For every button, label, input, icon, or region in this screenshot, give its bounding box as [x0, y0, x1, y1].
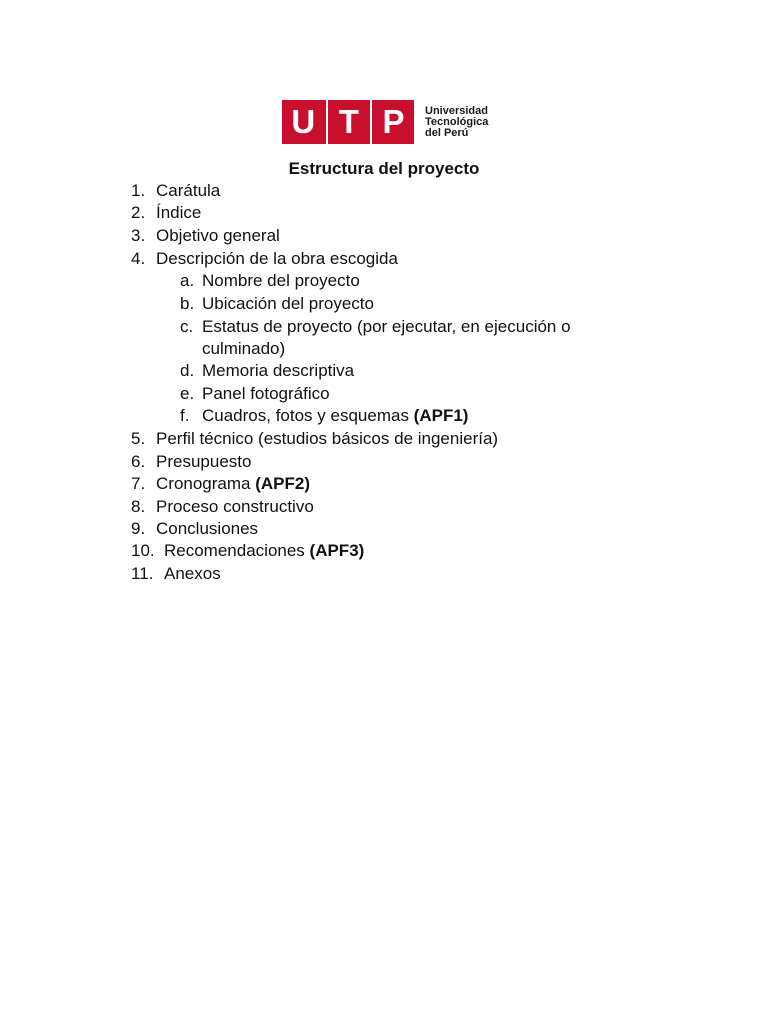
logo-letter-t: T — [338, 103, 359, 140]
logo-name-line: Tecnológica — [425, 115, 489, 128]
sub-list-item-letter: c. — [180, 317, 194, 336]
list-item-number: 1. — [131, 181, 146, 200]
list-item-text — [164, 541, 364, 560]
list-item-number: 6. — [131, 452, 146, 471]
sub-list-item-text: Estatus de proyecto (por ejecutar, en ejecución o — [202, 317, 571, 336]
list-item-text: Anexos — [164, 564, 221, 583]
list-item — [131, 451, 251, 473]
logo-letter-u: U — [291, 103, 316, 140]
list-item — [131, 518, 258, 540]
logo-divider — [370, 100, 372, 144]
logo-letter-p: P — [382, 103, 405, 140]
sub-list-item-letter: a. — [180, 271, 195, 290]
logo-divider — [326, 100, 328, 144]
list-item — [131, 540, 364, 562]
list-item — [131, 563, 221, 585]
sub-list-item-letter: e. — [180, 384, 195, 403]
logo-university-name — [425, 106, 488, 139]
apf-tag: (APF2) — [255, 474, 310, 493]
list-item-label: Cronograma — [156, 474, 256, 493]
sub-list-item-text: Panel fotográfico — [202, 384, 330, 403]
utp-logo — [282, 100, 488, 144]
list-item — [131, 473, 310, 495]
list-item-number: 3. — [131, 226, 146, 245]
list-item-text: Índice — [156, 203, 202, 222]
apf-tag: (APF3) — [309, 541, 365, 560]
sub-list-item-text: culminado) — [202, 339, 286, 358]
list-item-number: 9. — [131, 519, 146, 538]
sub-list-item — [180, 270, 360, 292]
sub-list-item-text: Ubicación del proyecto — [202, 294, 374, 313]
utp-logo-mark — [282, 100, 414, 144]
logo-name-line: del Perú — [425, 126, 469, 139]
sub-list-item-text: Memoria descriptiva — [202, 361, 355, 380]
apf-tag: (APF1) — [413, 406, 469, 425]
sub-list-item-letter: f. — [180, 406, 190, 425]
sub-list-item-label: Cuadros, fotos y esquemas — [202, 406, 414, 425]
sub-list-item-continuation — [202, 338, 285, 360]
sub-list-item-text: Nombre del proyecto — [202, 271, 360, 290]
sub-list-item-letter: b. — [180, 294, 195, 313]
list-item-text: Presupuesto — [156, 452, 252, 471]
sub-list-item — [180, 383, 330, 405]
list-item-number: 4. — [131, 249, 146, 268]
list-item — [131, 202, 201, 224]
list-item-number: 7. — [131, 474, 146, 493]
document-title: Estructura del proyecto — [288, 159, 480, 178]
list-item-label: Recomendaciones — [164, 541, 310, 560]
sub-list-item — [180, 293, 374, 315]
list-item-text: Objetivo general — [156, 226, 280, 245]
sub-list-item — [180, 405, 468, 427]
list-item — [131, 225, 280, 247]
list-item-number: 8. — [131, 497, 146, 516]
list-item-text: Proceso constructivo — [156, 497, 314, 516]
logo-name-line: Universidad — [425, 104, 488, 117]
sub-list-item — [180, 316, 571, 338]
list-item-number: 5. — [131, 429, 146, 448]
list-item — [131, 428, 498, 450]
list-item-number: 11. — [131, 564, 154, 583]
list-item-text: Carátula — [156, 181, 221, 200]
list-item-number: 10. — [131, 541, 155, 560]
list-item-text: Descripción de la obra escogida — [156, 249, 398, 268]
list-item-number: 2. — [131, 203, 146, 222]
list-item — [131, 180, 220, 202]
sub-list-item — [180, 360, 354, 382]
sub-list-item-text — [202, 406, 468, 425]
list-item-text: Conclusiones — [156, 519, 259, 538]
list-item — [131, 496, 314, 518]
list-item-text — [156, 474, 310, 493]
list-item — [131, 248, 398, 270]
list-item-text: Perfil técnico (estudios básicos de ingeniería) — [156, 429, 499, 448]
sub-list-item-letter: d. — [180, 361, 195, 380]
